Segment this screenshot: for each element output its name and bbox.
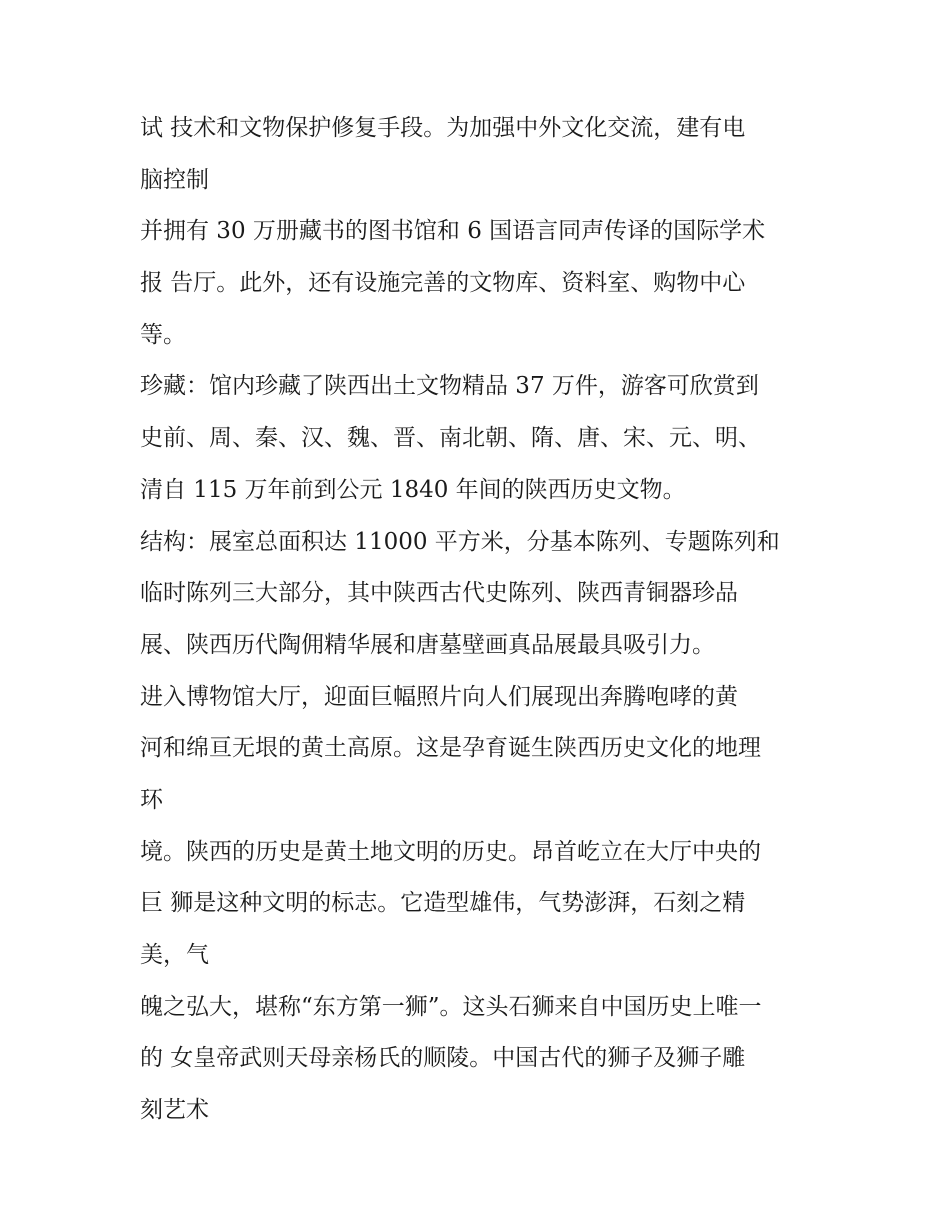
text-line: 等。 — [140, 321, 186, 348]
text-line: 刻艺术 — [140, 1097, 209, 1124]
text-line: 魄之弘大，堪称“东方第一狮”。这头石狮来自中国历史上唯一 — [140, 993, 762, 1020]
text-line: 结构：展室总面积达 11000 平方米，分基本陈列、专题陈列和 — [140, 528, 780, 555]
text-line: 珍藏：馆内珍藏了陕西出土文物精品 37 万件，游客可欣赏到 — [140, 373, 759, 400]
text-line: 报 告厅。此外，还有设施完善的文物库、资料室、购物中心 — [140, 270, 746, 297]
text-line: 并拥有 30 万册藏书的图书馆和 6 国语言同声传译的国际学术 — [140, 218, 766, 245]
text-line: 河和绵亘无垠的黄土高原。这是孕育诞生陕西历史文化的地理 — [140, 735, 761, 762]
text-line: 临时陈列三大部分，其中陕西古代史陈列、陕西青铜器珍品 — [140, 580, 738, 607]
text-line: 试 技术和文物保护修复手段。为加强中外文化交流，建有电 — [140, 115, 746, 141]
text-line: 境。陕西的历史是黄土地文明的历史。昂首屹立在大厅中央的 — [140, 838, 761, 865]
text-line: 脑控制 — [140, 166, 209, 193]
text-line: 美，气 — [140, 942, 209, 968]
text-line: 展、陕西历代陶佣精华展和唐墓壁画真品展最具吸引力。 — [140, 631, 715, 658]
text-line: 环 — [140, 786, 163, 813]
text-line: 进入博物馆大厅，迎面巨幅照片向人们展现出奔腾咆哮的黄 — [140, 683, 738, 710]
text-line: 的 女皇帝武则天母亲杨氏的顺陵。中国古代的狮子及狮子雕 — [140, 1045, 746, 1072]
body-text — [140, 103, 820, 1137]
text-line: 巨 狮是这种文明的标志。它造型雄伟，气势澎湃，石刻之精 — [140, 890, 746, 917]
text-line: 史前、周、秦、汉、魏、晋、南北朝、隋、唐、宋、元、明、 — [140, 425, 761, 452]
text-line: 清自 115 万年前到公元 1840 年间的陕西历史文物。 — [140, 476, 686, 503]
